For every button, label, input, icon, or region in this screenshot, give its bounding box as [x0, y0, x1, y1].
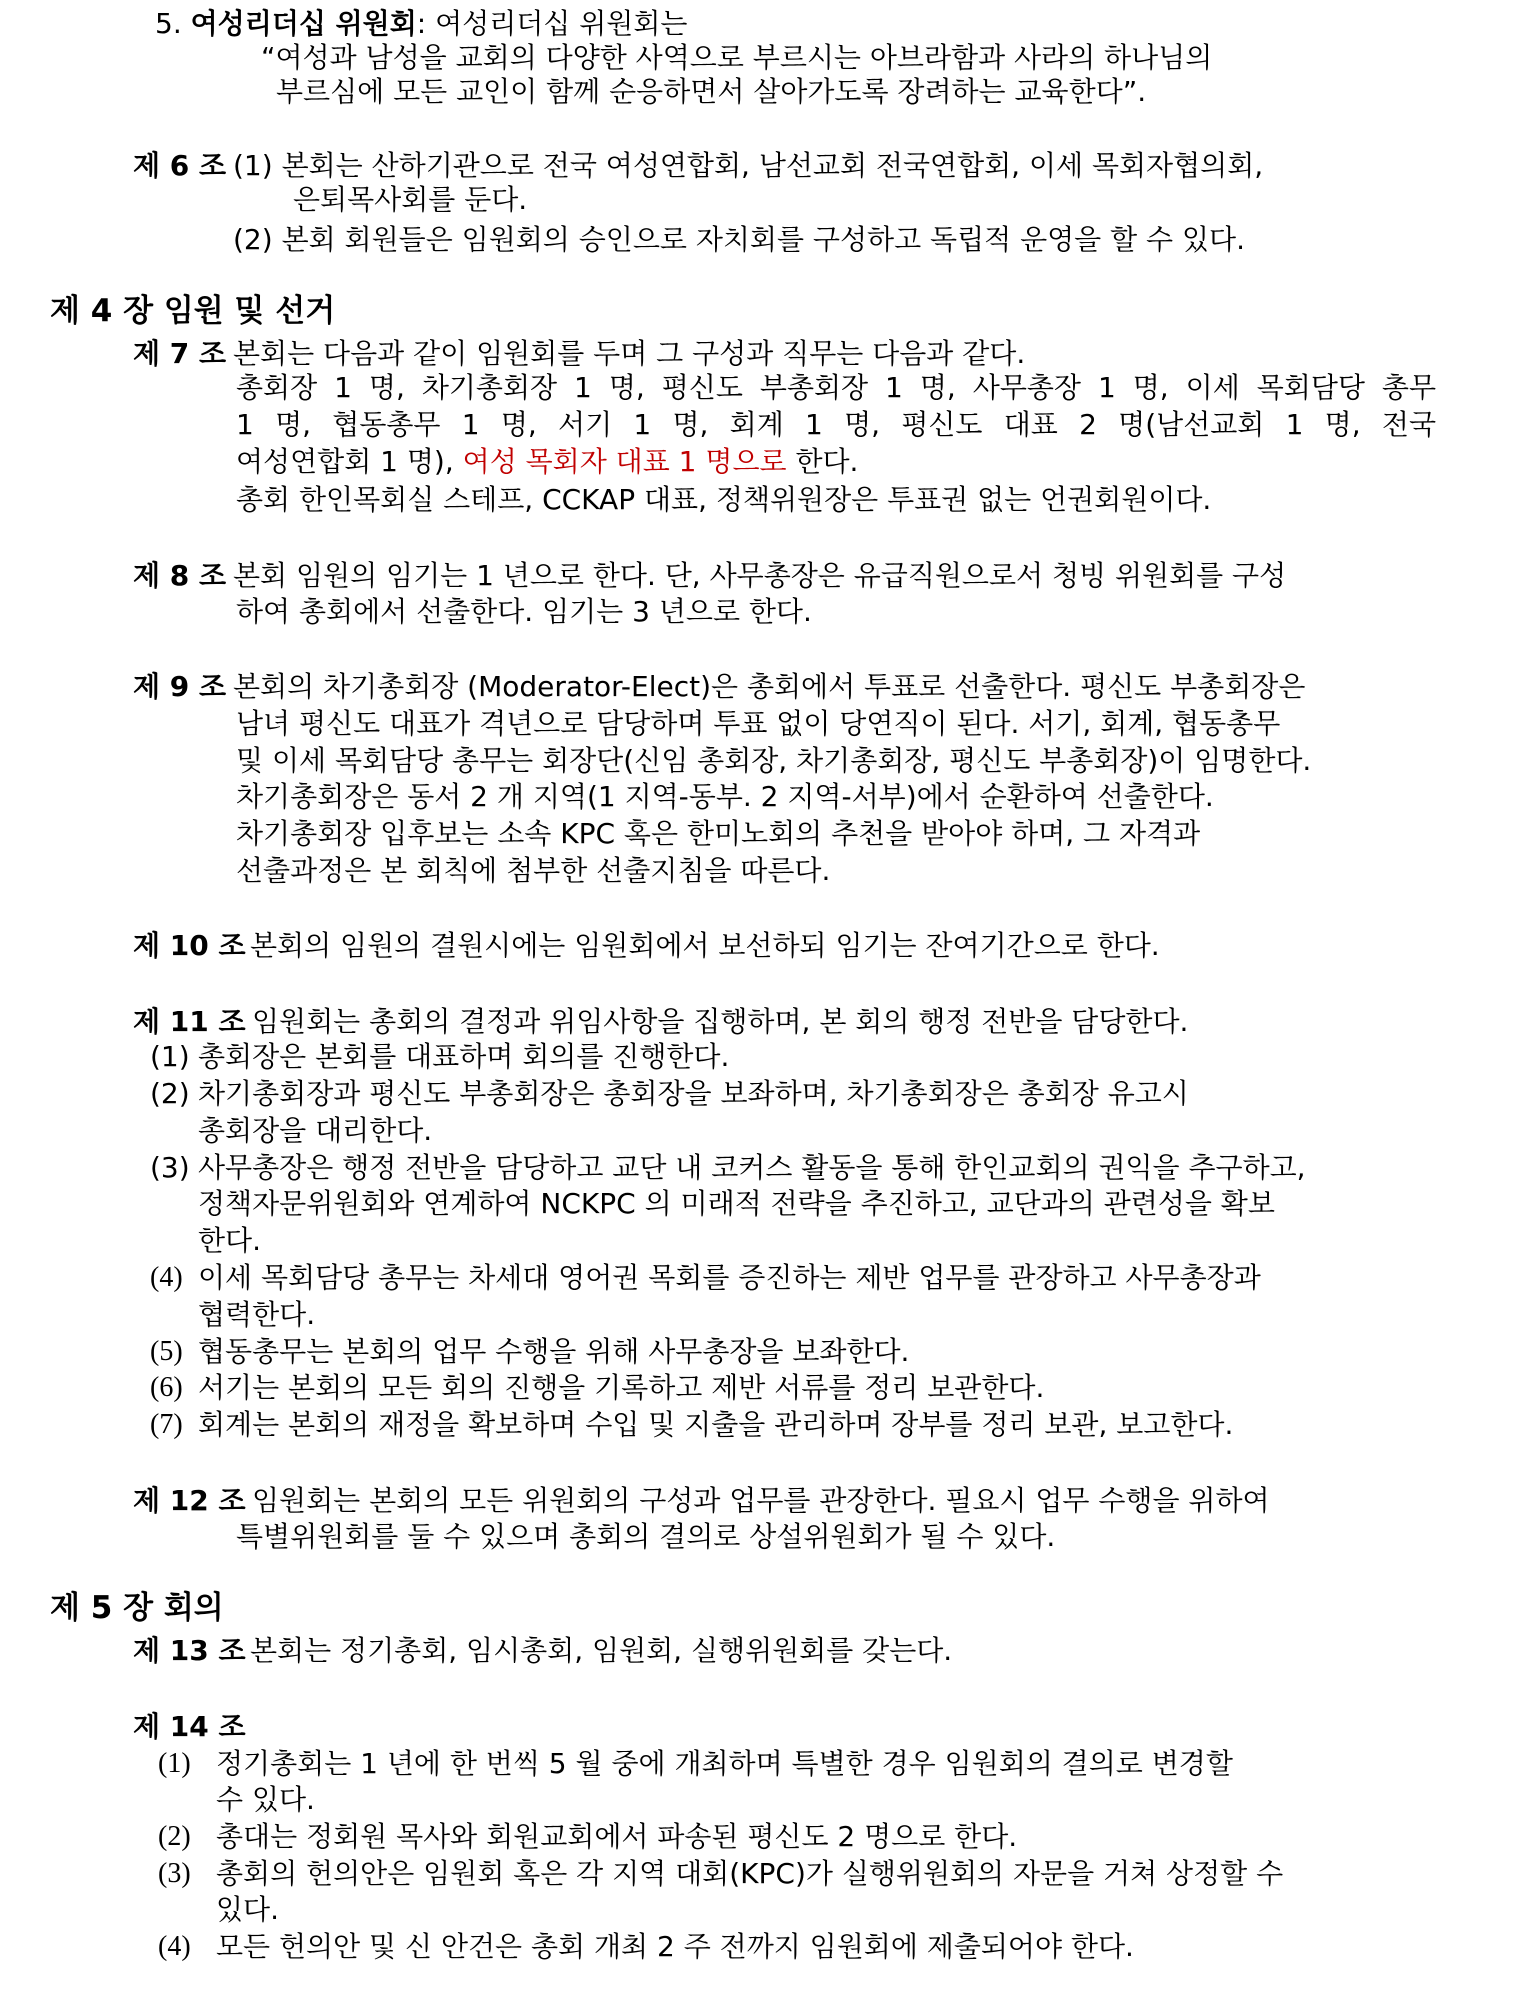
article-14-item4-number: (4) [158, 1931, 191, 1962]
article-11-item7: 회계는 본회의 재정을 확보하며 수입 및 지출을 관리하며 장부를 정리 보관, 보고한다. [198, 1408, 1234, 1441]
article-11-item4-line1: 이세 목회담당 총무는 차세대 영어권 목회를 증진하는 제반 업무를 관장하고 사무총장과 [198, 1261, 1261, 1294]
article-7-line4-a: 여성연합회 1 명), [236, 445, 463, 478]
article-7-line4-b: 한다. [786, 445, 859, 478]
article-10-line1: 본회의 임원의 결원시에는 임원회에서 보선하되 임기는 잔여기간으로 한다. [250, 929, 1160, 962]
article-11-item2-line2: 총회장을 대리한다. [198, 1114, 433, 1147]
article-11-item6-number: (6) [150, 1372, 183, 1403]
article-11-item3-line3: 한다. [198, 1224, 261, 1257]
article-11-item3-line1: 사무총장은 행정 전반을 담당하고 교단 내 코커스 활동을 통해 한인교회의 권익을 추구하고, [198, 1151, 1306, 1184]
article-13-line1: 본회는 정기총회, 임시총회, 임원회, 실행위원회를 갖는다. [250, 1634, 953, 1667]
chapter-4-heading: 제 4 장 임원 및 선거 [50, 293, 336, 329]
article-11-item5-number: (5) [150, 1336, 183, 1367]
article-14-label: 제 14 조 [133, 1710, 246, 1743]
article-14-item4: 모든 헌의안 및 신 안건은 총회 개최 2 주 전까지 임원회에 제출되어야 한다. [216, 1930, 1134, 1963]
article-11-item2-number: (2) [150, 1077, 190, 1110]
article-11-line0: 임원회는 총회의 결정과 위임사항을 집행하며, 본 회의 행정 전반을 담당한다. [252, 1005, 1189, 1038]
item5-quote-line1: “여성과 남성을 교회의 다양한 사역으로 부르시는 아브라함과 사라의 하나님의 [261, 41, 1213, 74]
article-9-line4: 차기총회장은 동서 2 개 지역(1 지역-동부. 2 지역-서부)에서 순환하여 선출한다. [236, 780, 1214, 813]
item5-number: 5. [155, 7, 182, 40]
article-11-item4-number: (4) [150, 1262, 183, 1293]
article-11-item4-line2: 협력한다. [198, 1298, 316, 1331]
article-14-item3-line1: 총회의 헌의안은 임원회 혹은 각 지역 대회(KPC)가 실행위원회의 자문을 거쳐 상정할 수 [216, 1857, 1284, 1890]
chapter-5-heading: 제 5 장 회의 [50, 1590, 224, 1626]
article-8-line1: 본회 임원의 임기는 1 년으로 한다. 단, 사무총장은 유급직원으로서 청빙 위원회를 구성 [233, 559, 1287, 592]
article-11-label: 제 11 조 [133, 1005, 246, 1038]
article-11-item6: 서기는 본회의 모든 회의 진행을 기록하고 제반 서류를 정리 보관한다. [198, 1371, 1045, 1404]
item5-title: 여성리더십 위원회 [190, 7, 417, 40]
article-7-line3: 1 명, 협동총무 1 명, 서기 1 명, 회계 1 명, 평신도 대표 2 명(남선교회 1 명, 전국 [236, 408, 1436, 441]
article-11-item7-number: (7) [150, 1409, 183, 1440]
article-9-line6: 선출과정은 본 회칙에 첨부한 선출지침을 따른다. [236, 854, 831, 887]
article-13-label: 제 13 조 [133, 1634, 246, 1667]
item5-quote-line2: 부르심에 모든 교인이 함께 순응하면서 살아가도록 장려하는 교육한다”. [276, 75, 1147, 108]
article-14-item2-number: (2) [158, 1821, 191, 1852]
article-12-label: 제 12 조 [133, 1484, 246, 1517]
article-11-item1-number: (1) [150, 1040, 190, 1073]
article-6-line3: (2) 본회 회원들은 임원회의 승인으로 자치회를 구성하고 독립적 운영을 할 수 있다. [233, 223, 1246, 256]
article-14-item1-line1: 정기총회는 1 년에 한 번씩 5 월 중에 개최하며 특별한 경우 임원회의 결의로 변경할 [216, 1747, 1233, 1780]
article-6-label: 제 6 조 [133, 149, 227, 182]
article-10-label: 제 10 조 [133, 929, 246, 962]
item5-heading [155, 7, 688, 40]
article-14-item1-line2: 수 있다. [216, 1783, 315, 1816]
article-7-highlight: 여성 목회자 대표 1 명으로 [462, 445, 787, 478]
article-9-line1: 본회의 차기총회장 (Moderator-Elect)은 총회에서 투표로 선출한다. 평신도 부총회장은 [233, 670, 1306, 703]
article-14-item1-number: (1) [158, 1748, 191, 1779]
article-14-item3-line2: 있다. [216, 1893, 279, 1926]
article-9-label: 제 9 조 [133, 670, 227, 703]
article-7-line2: 총회장 1 명, 차기총회장 1 명, 평신도 부총회장 1 명, 사무총장 1 명, 이세 목회담당 총무 [236, 371, 1436, 404]
article-12-line1: 임원회는 본회의 모든 위원회의 구성과 업무를 관장한다. 필요시 업무 수행을 위하여 [252, 1484, 1270, 1517]
article-7-line5: 총회 한인목회실 스테프, CCKAP 대표, 정책위원장은 투표권 없는 언권회원이다. [236, 483, 1212, 516]
article-9-line5: 차기총회장 입후보는 소속 KPC 혹은 한미노회의 추천을 받아야 하며, 그 자격과 [236, 817, 1201, 850]
article-8-label: 제 8 조 [133, 559, 227, 592]
article-9-line2: 남녀 평신도 대표가 격년으로 담당하며 투표 없이 당연직이 된다. 서기, 회계, 협동총무 [236, 707, 1281, 740]
article-6-line1: (1) 본회는 산하기관으로 전국 여성연합회, 남선교회 전국연합회, 이세 목회자협의회, [233, 149, 1264, 182]
article-8-line2: 하여 총회에서 선출한다. 임기는 3 년으로 한다. [236, 595, 812, 628]
item5-colon: : [416, 7, 427, 40]
article-7-label: 제 7 조 [133, 337, 227, 370]
article-7-line1: 본회는 다음과 같이 임원회를 두며 그 구성과 직무는 다음과 같다. [233, 337, 1026, 370]
article-11-item3-line2: 정책자문위원회와 연계하여 NCKPC 의 미래적 전략을 추진하고, 교단과의 관련성을 확보 [198, 1187, 1275, 1220]
item5-intro: 여성리더십 위원회는 [435, 7, 688, 40]
article-11-item1: 총회장은 본회를 대표하며 회의를 진행한다. [198, 1040, 730, 1073]
article-11-item2-line1: 차기총회장과 평신도 부총회장은 총회장을 보좌하며, 차기총회장은 총회장 유고시 [198, 1077, 1189, 1110]
article-9-line3: 및 이세 목회담당 총무는 회장단(신임 총회장, 차기총회장, 평신도 부총회장)이 임명한다. [236, 744, 1312, 777]
article-11-item3-number: (3) [150, 1151, 190, 1184]
article-6-line2: 은퇴목사회를 둔다. [293, 183, 528, 216]
article-14-item3-number: (3) [158, 1858, 191, 1889]
article-7-line4 [236, 445, 859, 478]
article-12-line2: 특별위원회를 둘 수 있으며 총회의 결의로 상설위원회가 될 수 있다. [236, 1520, 1056, 1553]
article-11-item5: 협동총무는 본회의 업무 수행을 위해 사무총장을 보좌한다. [198, 1335, 910, 1368]
article-14-item2: 총대는 정회원 목사와 회원교회에서 파송된 평신도 2 명으로 한다. [216, 1820, 1018, 1853]
